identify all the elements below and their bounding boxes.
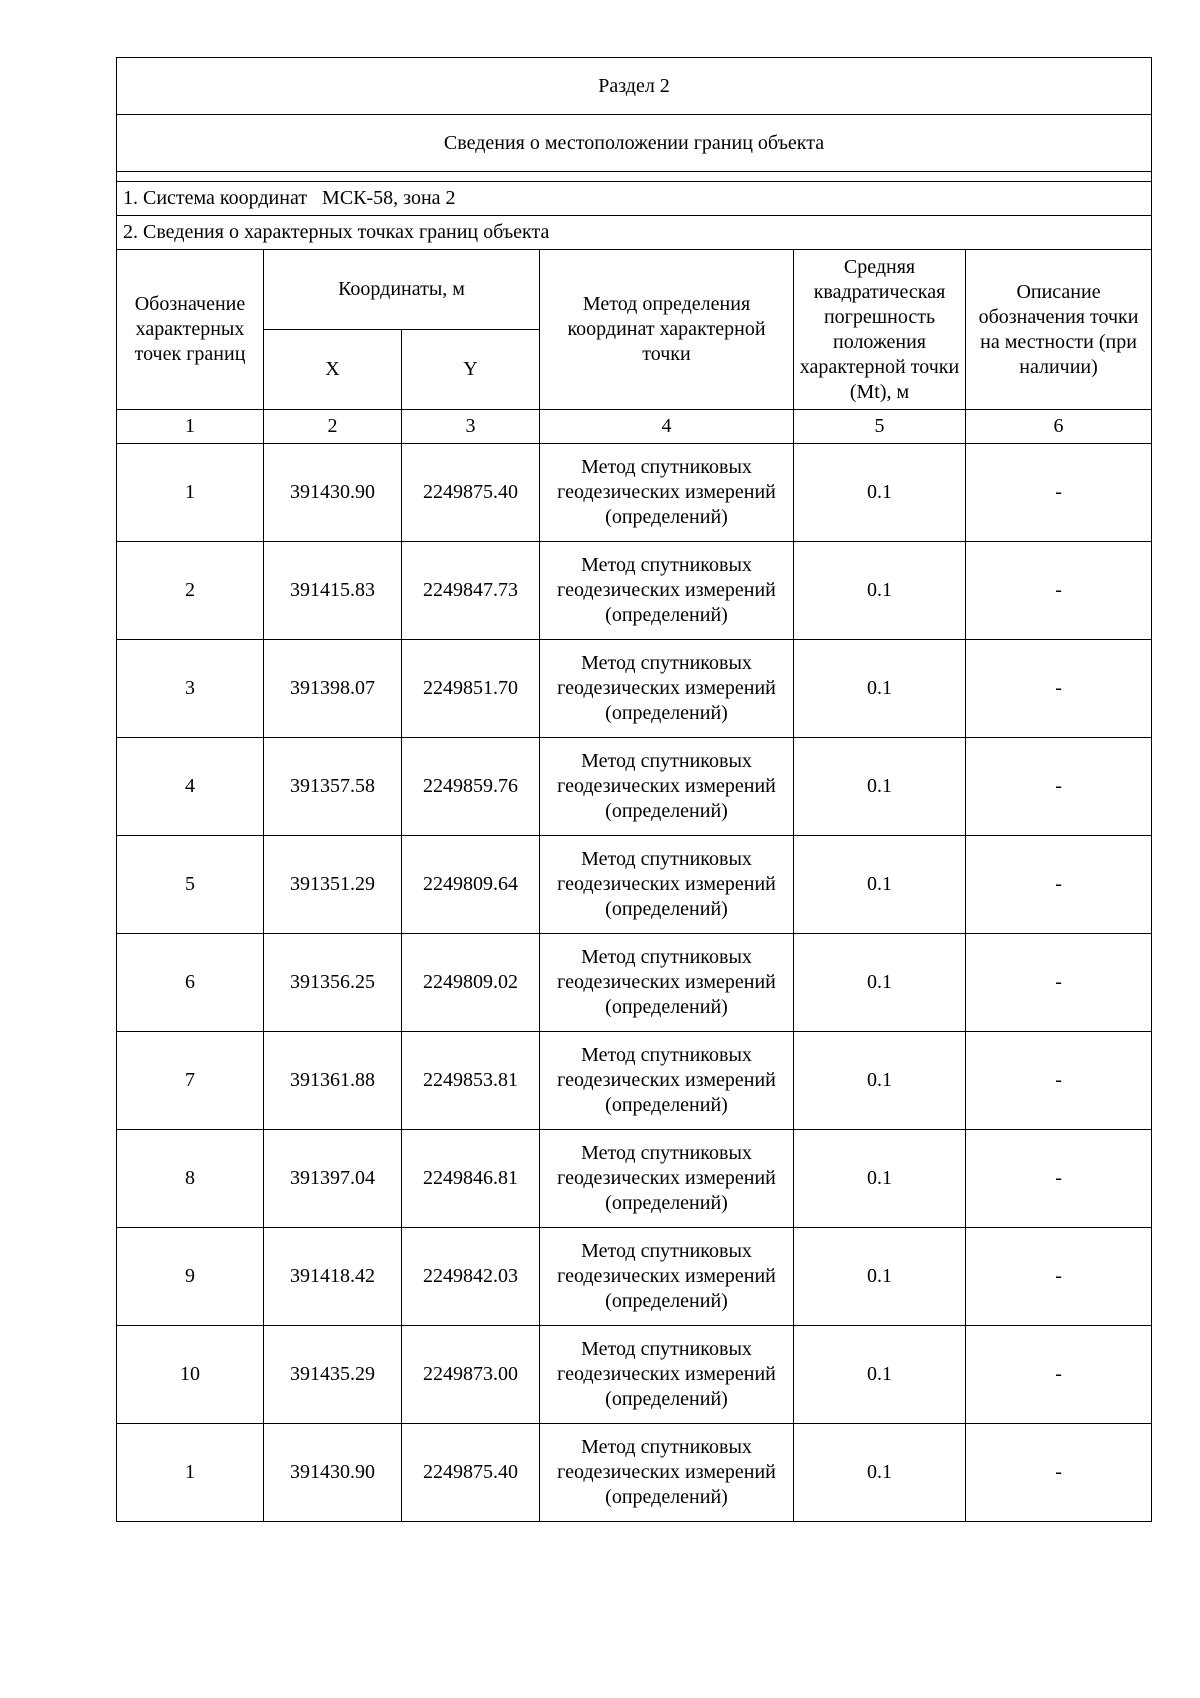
error-cell: 0.1 [794,1326,966,1424]
x-coordinate-cell: 391418.42 [264,1228,402,1326]
header-designation: Обозначение характерных точек границ [117,250,264,410]
table-row [117,1326,1152,1424]
description-cell: - [966,1130,1152,1228]
method-cell: Метод спутниковых геодезических измерений (определений) [540,1424,794,1522]
description-cell: - [966,836,1152,934]
x-coordinate-cell: 391415.83 [264,542,402,640]
description-cell: - [966,542,1152,640]
x-coordinate-cell: 391357.58 [264,738,402,836]
x-coordinate-cell: 391361.88 [264,1032,402,1130]
x-coordinate-cell: 391356.25 [264,934,402,1032]
x-coordinate-cell: 391351.29 [264,836,402,934]
point-cell: 8 [117,1130,264,1228]
header-y: Y [402,330,540,410]
y-coordinate-cell: 2249846.81 [402,1130,540,1228]
table-row [117,444,1152,542]
description-cell: - [966,934,1152,1032]
y-coordinate-cell: 2249853.81 [402,1032,540,1130]
x-coordinate-cell: 391430.90 [264,1424,402,1522]
point-cell: 1 [117,1424,264,1522]
table-row [117,1228,1152,1326]
table-body [117,58,1152,1522]
section-title: Раздел 2 [117,58,1152,115]
table-row [117,738,1152,836]
error-cell: 0.1 [794,1032,966,1130]
header-method: Метод определения координат характерной точки [540,250,794,410]
point-cell: 1 [117,444,264,542]
y-coordinate-cell: 2249809.02 [402,934,540,1032]
table-row [117,1032,1152,1130]
error-cell: 0.1 [794,1130,966,1228]
x-coordinate-cell: 391430.90 [264,444,402,542]
method-cell: Метод спутниковых геодезических измерений (определений) [540,1032,794,1130]
method-cell: Метод спутниковых геодезических измерений (определений) [540,1228,794,1326]
header-x: X [264,330,402,410]
document-title: Сведения о местоположении границ объекта [117,115,1152,172]
x-coordinate-cell: 391398.07 [264,640,402,738]
separator-row [117,172,1152,182]
column-number: 4 [540,410,794,444]
column-number: 3 [402,410,540,444]
point-cell: 5 [117,836,264,934]
error-cell: 0.1 [794,1228,966,1326]
error-cell: 0.1 [794,444,966,542]
boundary-points-table [116,57,1152,1522]
y-coordinate-cell: 2249875.40 [402,444,540,542]
method-cell: Метод спутниковых геодезических измерений (определений) [540,934,794,1032]
error-cell: 0.1 [794,1424,966,1522]
method-cell: Метод спутниковых геодезических измерений (определений) [540,542,794,640]
y-coordinate-cell: 2249847.73 [402,542,540,640]
y-coordinate-cell: 2249873.00 [402,1326,540,1424]
table-row [117,640,1152,738]
y-coordinate-cell: 2249875.40 [402,1424,540,1522]
y-coordinate-cell: 2249851.70 [402,640,540,738]
description-cell: - [966,640,1152,738]
point-cell: 7 [117,1032,264,1130]
header-description: Описание обозначения точки на местности (при наличии) [966,250,1152,410]
method-cell: Метод спутниковых геодезических измерений (определений) [540,738,794,836]
column-number: 2 [264,410,402,444]
y-coordinate-cell: 2249809.64 [402,836,540,934]
y-coordinate-cell: 2249859.76 [402,738,540,836]
description-cell: - [966,738,1152,836]
point-cell: 9 [117,1228,264,1326]
table-row [117,1424,1152,1522]
method-cell: Метод спутниковых геодезических измерений (определений) [540,1130,794,1228]
column-number: 6 [966,410,1152,444]
description-cell: - [966,1032,1152,1130]
method-cell: Метод спутниковых геодезических измерений (определений) [540,640,794,738]
description-cell: - [966,444,1152,542]
x-coordinate-cell: 391397.04 [264,1130,402,1228]
table-row [117,836,1152,934]
method-cell: Метод спутниковых геодезических измерений (определений) [540,1326,794,1424]
table-row [117,542,1152,640]
column-numbers-row [117,410,1152,444]
description-cell: - [966,1228,1152,1326]
point-cell: 10 [117,1326,264,1424]
coordinate-system: 1. Система координат МСК-58, зона 2 [117,182,1152,216]
error-cell: 0.1 [794,542,966,640]
method-cell: Метод спутниковых геодезических измерений (определений) [540,836,794,934]
error-cell: 0.1 [794,836,966,934]
header-error: Средняя квадратическая погрешность положения характерной точки (Mt), м [794,250,966,410]
point-cell: 2 [117,542,264,640]
point-cell: 3 [117,640,264,738]
error-cell: 0.1 [794,640,966,738]
point-cell: 6 [117,934,264,1032]
header-coordinates: Координаты, м [264,250,540,330]
table-row [117,934,1152,1032]
table-row [117,1130,1152,1228]
x-coordinate-cell: 391435.29 [264,1326,402,1424]
description-cell: - [966,1424,1152,1522]
error-cell: 0.1 [794,738,966,836]
column-number: 1 [117,410,264,444]
error-cell: 0.1 [794,934,966,1032]
description-cell: - [966,1326,1152,1424]
points-heading: 2. Сведения о характерных точках границ объекта [117,216,1152,250]
method-cell: Метод спутниковых геодезических измерений (определений) [540,444,794,542]
point-cell: 4 [117,738,264,836]
column-number: 5 [794,410,966,444]
y-coordinate-cell: 2249842.03 [402,1228,540,1326]
